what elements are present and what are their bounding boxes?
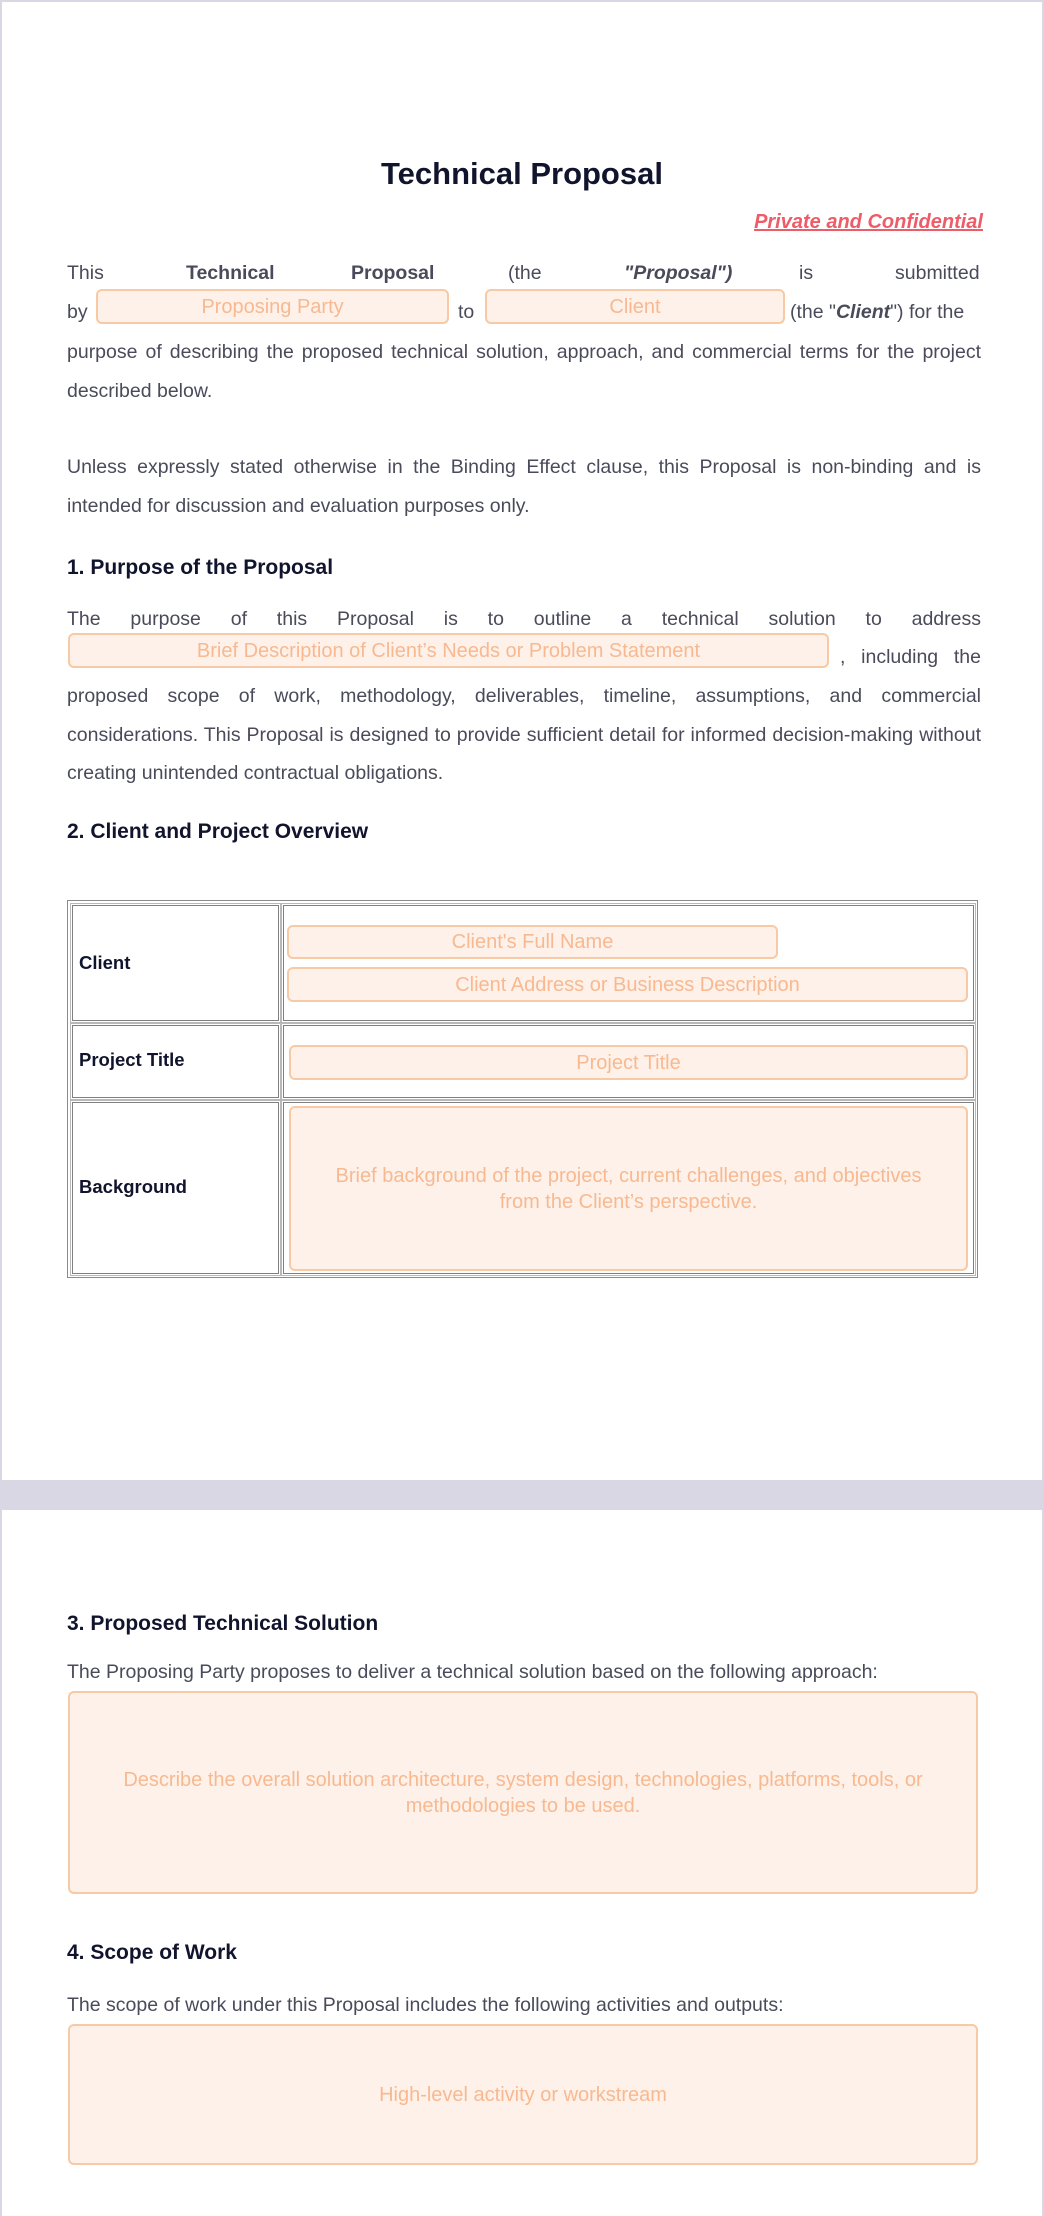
document-title: Technical Proposal [381,156,663,191]
client-row-label: Client [79,952,131,973]
section-4-heading: 4. Scope of Work [67,1941,237,1964]
intro-to: to [458,301,475,323]
client-needs-field[interactable]: Brief Description of Client’s Needs or Problem Statement [68,633,829,668]
table-cell-label [72,1102,279,1274]
section-1-including: , including the [840,646,981,668]
background-row-label: Background [79,1176,187,1197]
intro-by: by [67,301,88,323]
table-cell-label [72,1025,279,1098]
project-title-row-label: Project Title [79,1049,185,1070]
intro-word-submitted: submitted [895,262,980,284]
section-1-heading: 1. Purpose of the Proposal [67,556,334,579]
intro-the-client: (the "Client") for the [790,301,965,323]
intro-word-proposal-term: "Proposal") [624,262,733,284]
section-1-line-1: The purpose of this Proposal is to outline a technical solution to address [67,608,981,630]
solution-approach-field[interactable]: Describe the overall solution architecture, system design, technologies, platforms, tools, or methodologies to be used. [68,1691,978,1894]
project-title-field[interactable]: Project Title [289,1045,968,1080]
intro-word-technical: Technical [186,262,275,284]
intro-word-the: (the [508,262,542,284]
nonbinding-paragraph: Unless expressly stated otherwise in the Binding Effect clause, this Proposal is non-binding and is intended for discussion and evaluation purposes only. [67,456,981,517]
client-address-field[interactable]: Client Address or Business Description [287,967,968,1002]
client-field[interactable]: Client [485,289,785,324]
proposing-party-field[interactable]: Proposing Party [96,289,449,324]
section-3-intro: The Proposing Party proposes to deliver a technical solution based on the following approach: [67,1661,878,1683]
table-cell-label [72,905,279,1021]
client-full-name-field[interactable]: Client's Full Name [287,925,778,959]
section-1-paragraph-rest: proposed scope of work, methodology, deliverables, timeline, assumptions, and commercial considerations. This Proposal is designed to provide sufficient detail for informed decision-making without creating unintended contractual obligations. [67,685,981,784]
intro-word-is: is [799,262,814,284]
intro-paragraph-rest: purpose of describing the proposed technical solution, approach, and commercial terms for the project described below. [67,341,981,402]
confidential-label: Private and Confidential [754,211,983,233]
section-4-intro: The scope of work under this Proposal includes the following activities and outputs: [67,1994,784,2016]
table-cell-value [283,905,974,1021]
section-2-heading: 2. Client and Project Overview [67,820,369,843]
scope-activity-field[interactable]: High-level activity or workstream [68,2024,978,2165]
section-3-heading: 3. Proposed Technical Solution [67,1612,379,1635]
background-field[interactable]: Brief background of the project, current challenges, and objectives from the Client’s perspective. [289,1106,968,1271]
intro-word-this: This [67,262,104,284]
intro-word-proposal: Proposal [351,262,435,284]
